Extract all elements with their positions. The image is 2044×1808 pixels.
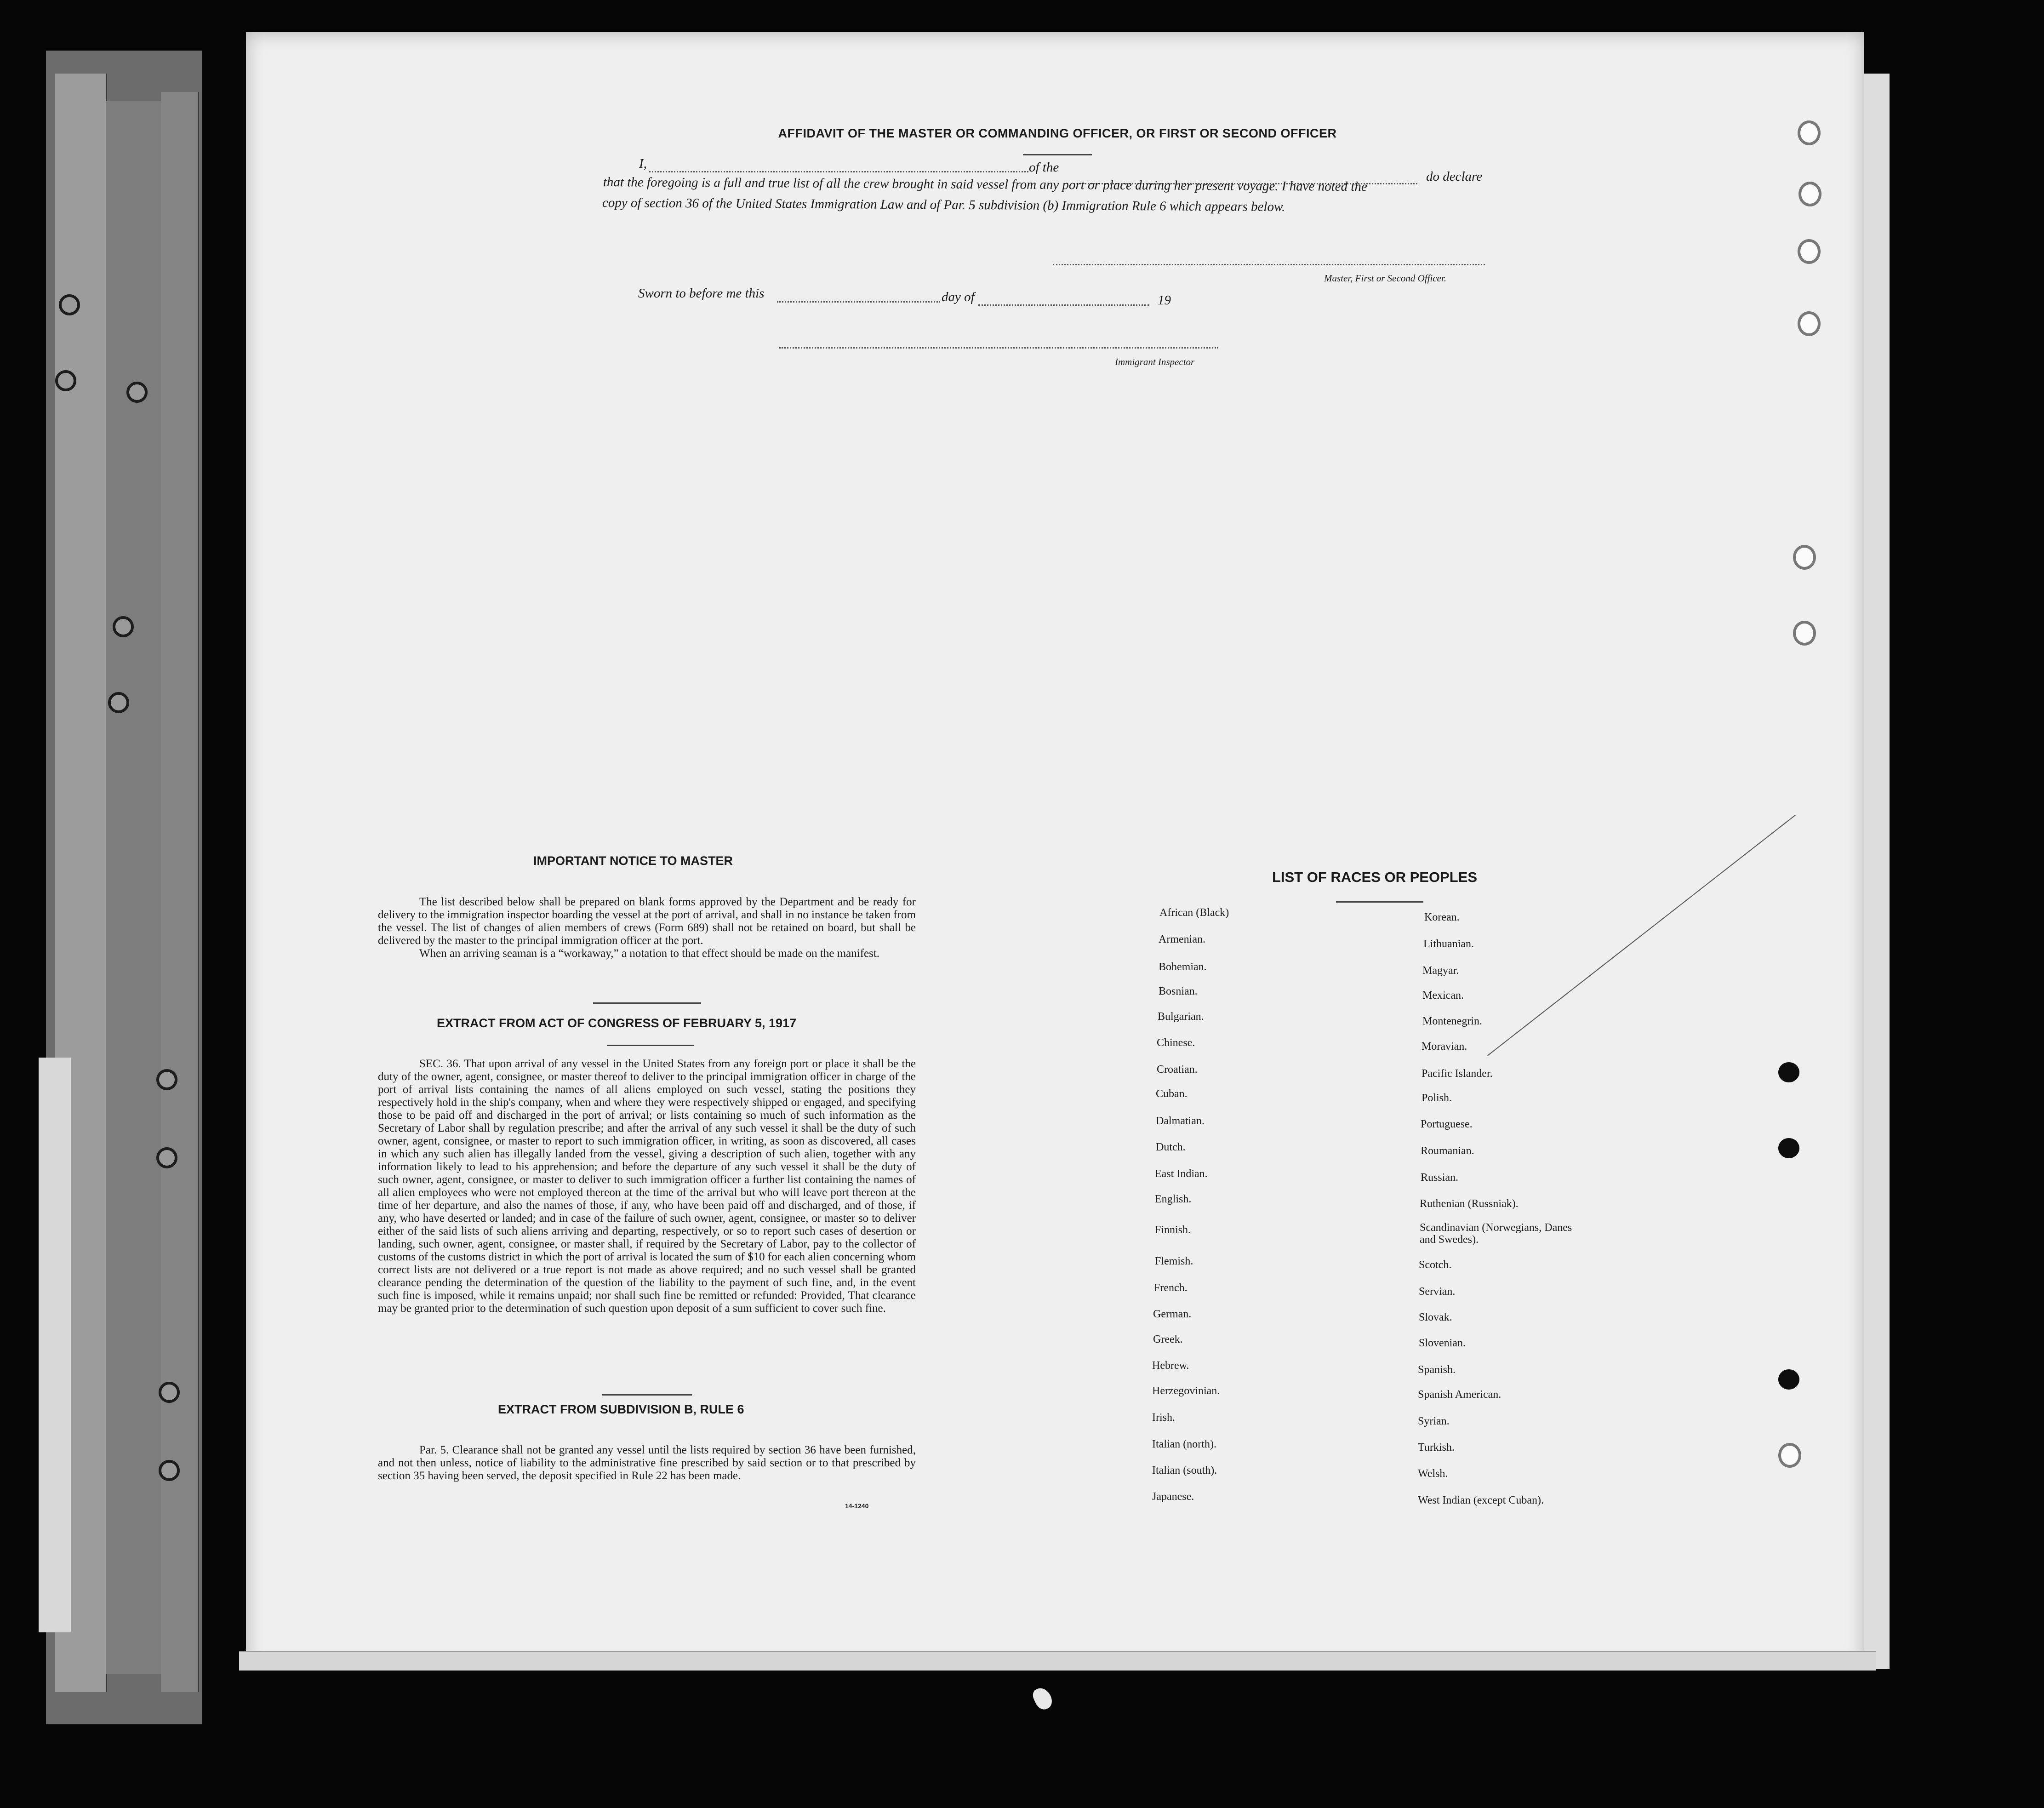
race-left-item: Bosnian. [1159,985,1198,997]
race-left-item: Bulgarian. [1158,1011,1204,1023]
race-right-item: Servian. [1419,1286,1456,1298]
notice-divider [593,1002,701,1004]
race-left-item: Armenian. [1159,933,1205,945]
race-left-item: Dutch. [1156,1141,1186,1153]
binder-hole [156,1069,177,1090]
race-right-item: Turkish. [1418,1442,1455,1453]
punch-hole [1793,621,1816,646]
race-right-item: Montenegrin. [1422,1015,1482,1027]
race-right-item: Spanish American. [1418,1389,1502,1401]
punch-hole [1798,120,1821,145]
punch-hole-dark [1778,1062,1799,1082]
notice-paragraph: The list described below shall be prepared on blank forms approved by the Department and be ready for delivery to the immigration inspector boarding the vessel at the port of arrival, and shall in no instance be taken from the vessel. The list of changes of alien members of crews (Form 689) shall not be retained on board, but shall be delivered by the master to the principal immigration officer at the port. [378,896,916,947]
race-right-item: West Indian (except Cuban). [1418,1494,1544,1506]
inspector-signature-blank[interactable] [779,347,1218,349]
race-right-item: Korean. [1424,911,1460,923]
race-left-item: Herzegovinian. [1152,1385,1220,1397]
binder-hole [59,294,80,315]
race-left-item: Irish. [1152,1412,1175,1424]
binder-hole [126,382,148,403]
race-right-item: Russian. [1421,1172,1459,1184]
race-left-item: Italian (south). [1152,1465,1217,1476]
affidavit-i-label: I, [639,156,647,171]
race-left-item: Cuban. [1156,1088,1188,1100]
race-left-item: Chinese. [1157,1037,1195,1049]
race-right-item: Slovenian. [1419,1337,1466,1349]
race-right-item: Ruthenian (Russniak). [1420,1198,1519,1210]
punch-hole-dark [1778,1369,1799,1390]
race-left-item: African (Black) [1159,907,1229,919]
race-right-item: Scandinavian (Norwegians, Danes and Swedes). [1420,1222,1572,1246]
race-left-item: Bohemian. [1159,961,1207,973]
race-left-item: Dalmatian. [1156,1115,1205,1127]
binder-strip [106,101,162,1674]
race-right-item: Polish. [1422,1092,1452,1104]
race-left-item: Croatian. [1157,1064,1198,1076]
binder-hole [113,616,134,637]
race-right-item: Syrian. [1418,1415,1450,1427]
race-right-item: Scotch. [1419,1259,1452,1271]
affidavit-do-declare: do declare [1426,169,1483,184]
binder-hole [156,1147,177,1168]
binder-hole [159,1460,180,1481]
act-extract-body [378,1058,916,1315]
race-right-item: Lithuanian. [1423,938,1474,950]
signature-blank[interactable] [1053,264,1485,265]
binder-hole [55,370,76,391]
race-right-item: Portuguese. [1421,1118,1473,1130]
binder-hole [159,1382,180,1403]
act-divider [607,1045,694,1046]
race-right-item: Magyar. [1422,965,1459,977]
punch-hole-dark [1778,1138,1799,1158]
notice-title: IMPORTANT NOTICE TO MASTER [533,854,733,868]
race-left-item: English. [1155,1193,1192,1205]
rule-divider [602,1394,692,1396]
punch-hole [1798,311,1821,336]
signature-label: Master, First or Second Officer. [1324,273,1446,284]
race-left-item: German. [1153,1308,1192,1320]
rule-extract-body [378,1444,916,1482]
sworn-label: Sworn to before me this [638,286,765,301]
punch-hole [1798,182,1821,206]
race-left-item: Flemish. [1155,1255,1193,1267]
race-left-item: Japanese. [1152,1491,1194,1503]
race-right-item: Pacific Islander. [1422,1068,1493,1080]
punch-hole [1793,545,1816,570]
inspector-label: Immigrant Inspector [1115,356,1195,367]
day-of-label: day of [942,290,975,304]
punch-hole [1798,239,1821,264]
race-left-item: Italian (north). [1152,1438,1216,1450]
name-blank[interactable] [649,171,1028,172]
paper-fragment [1031,1685,1055,1712]
race-right-item: Mexican. [1422,990,1464,1001]
punch-hole [1778,1443,1801,1468]
sworn-day-blank[interactable] [777,301,940,303]
title-underline [1023,154,1092,155]
race-right-item: Moravian. [1422,1041,1467,1053]
act-extract-text: SEC. 36. That upon arrival of any vessel in the United States from any foreign port or place it shall be the duty of the owner, agent, consignee, or master thereof to deliver to the principal immigration officer in charge of the port of arrival lists containing the names of all aliens employed on such vessel, stating the positions they respectively hold in the ship's company, when and where they were respectively shipped or engaged, and specifying those to be paid off and discharged in the port of arrival; or lists containing so much of such information as the Secretary of Labor shall by regulation prescribe; and after the arrival of any such vessel it shall be the duty of such owner, agent, consignee, or master to report to such immigration officer, in writing, as soon as discovered, all cases in which any such alien has illegally landed from the vessel, giving a description of such alien, together with any information likely to lead to his apprehension; and before the departure of any such vessel it shall be the duty of such owner, agent, consignee, or master to deliver to such immigration officer a further list containing the names of all alien employees who were not employed thereon at the time of the arrival but who will leave port thereon at the time of her departure, and also the names of those, if any, who have been paid off and discharged, and of those, if any, who have deserted or landed; and in case of the failure of such owner, agent, consignee, or master so to deliver either of the said lists of such aliens arriving and departing, respectively, or so to report such cases of desertion or landing, such owner, agent, consignee, or master shall, if required by the Secretary of Labor, pay to the collector of customs of the customs district in which the port of arrival is located the sum of $10 for each alien concerning whom correct lists are not delivered or a true report is not made as above required; and no such vessel shall be granted clearance pending the determination of the question of the liability to the payment of such fine, and, in the event such fine is imposed, while it remains unpaid; nor shall such fine be remitted or refunded: Provided, That clearance may be granted prior to the determination of such question upon deposit of a sum sufficient to cover such fine. [378,1058,916,1315]
race-right-item: Spanish. [1418,1364,1456,1376]
notice-paragraph: When an arriving seaman is a “workaway,” a notation to that effect should be made on the manifest. [419,947,880,960]
form-number: 14-1240 [845,1502,869,1510]
race-left-item: Finnish. [1155,1224,1191,1236]
race-left-item: Hebrew. [1152,1360,1189,1372]
page-bottom-edge [239,1651,1876,1671]
sworn-month-blank[interactable] [978,304,1149,306]
affidavit-title: AFFIDAVIT OF THE MASTER OR COMMANDING OFFICER, OR FIRST OR SECOND OFFICER [778,126,1337,140]
races-divider [1336,901,1423,903]
race-left-item: East Indian. [1155,1168,1208,1180]
race-right-item: Slovak. [1419,1311,1452,1323]
document-page [246,32,1864,1669]
notice-body [378,896,916,960]
affidavit-line-2: that the foregoing is a full and true list of all the crew brought in said vessel from any port or place during her present voyage. I have noted the [603,175,1367,195]
race-left-item: Greek. [1153,1333,1183,1345]
affidavit-of-the: of the [1029,160,1059,175]
year-label: 19 [1158,293,1171,308]
rule-extract-title: EXTRACT FROM SUBDIVISION B, RULE 6 [498,1402,744,1416]
race-left-item: French. [1154,1282,1188,1294]
binder-paper-edge [39,1058,71,1632]
affidavit-line-3: copy of section 36 of the United States Immigration Law and of Par. 5 subdivision (b) Immigration Rule 6 which appears below. [602,195,1285,215]
binder-strip [161,92,199,1692]
binder-hole [108,692,129,713]
race-right-item: Welsh. [1418,1468,1448,1480]
rule-extract-text: Par. 5. Clearance shall not be granted any vessel until the lists required by section 36 have been furnished, and not then unless, notice of liability to the administrative fine prescribed by said section or to that prescribed by section 35 having been served, the deposit specified in Rule 22 has been made. [378,1444,916,1482]
race-right-item: Roumanian. [1421,1145,1474,1157]
act-extract-title: EXTRACT FROM ACT OF CONGRESS OF FEBRUARY 5, 1917 [437,1016,797,1030]
races-title: LIST OF RACES OR PEOPLES [1272,869,1478,885]
